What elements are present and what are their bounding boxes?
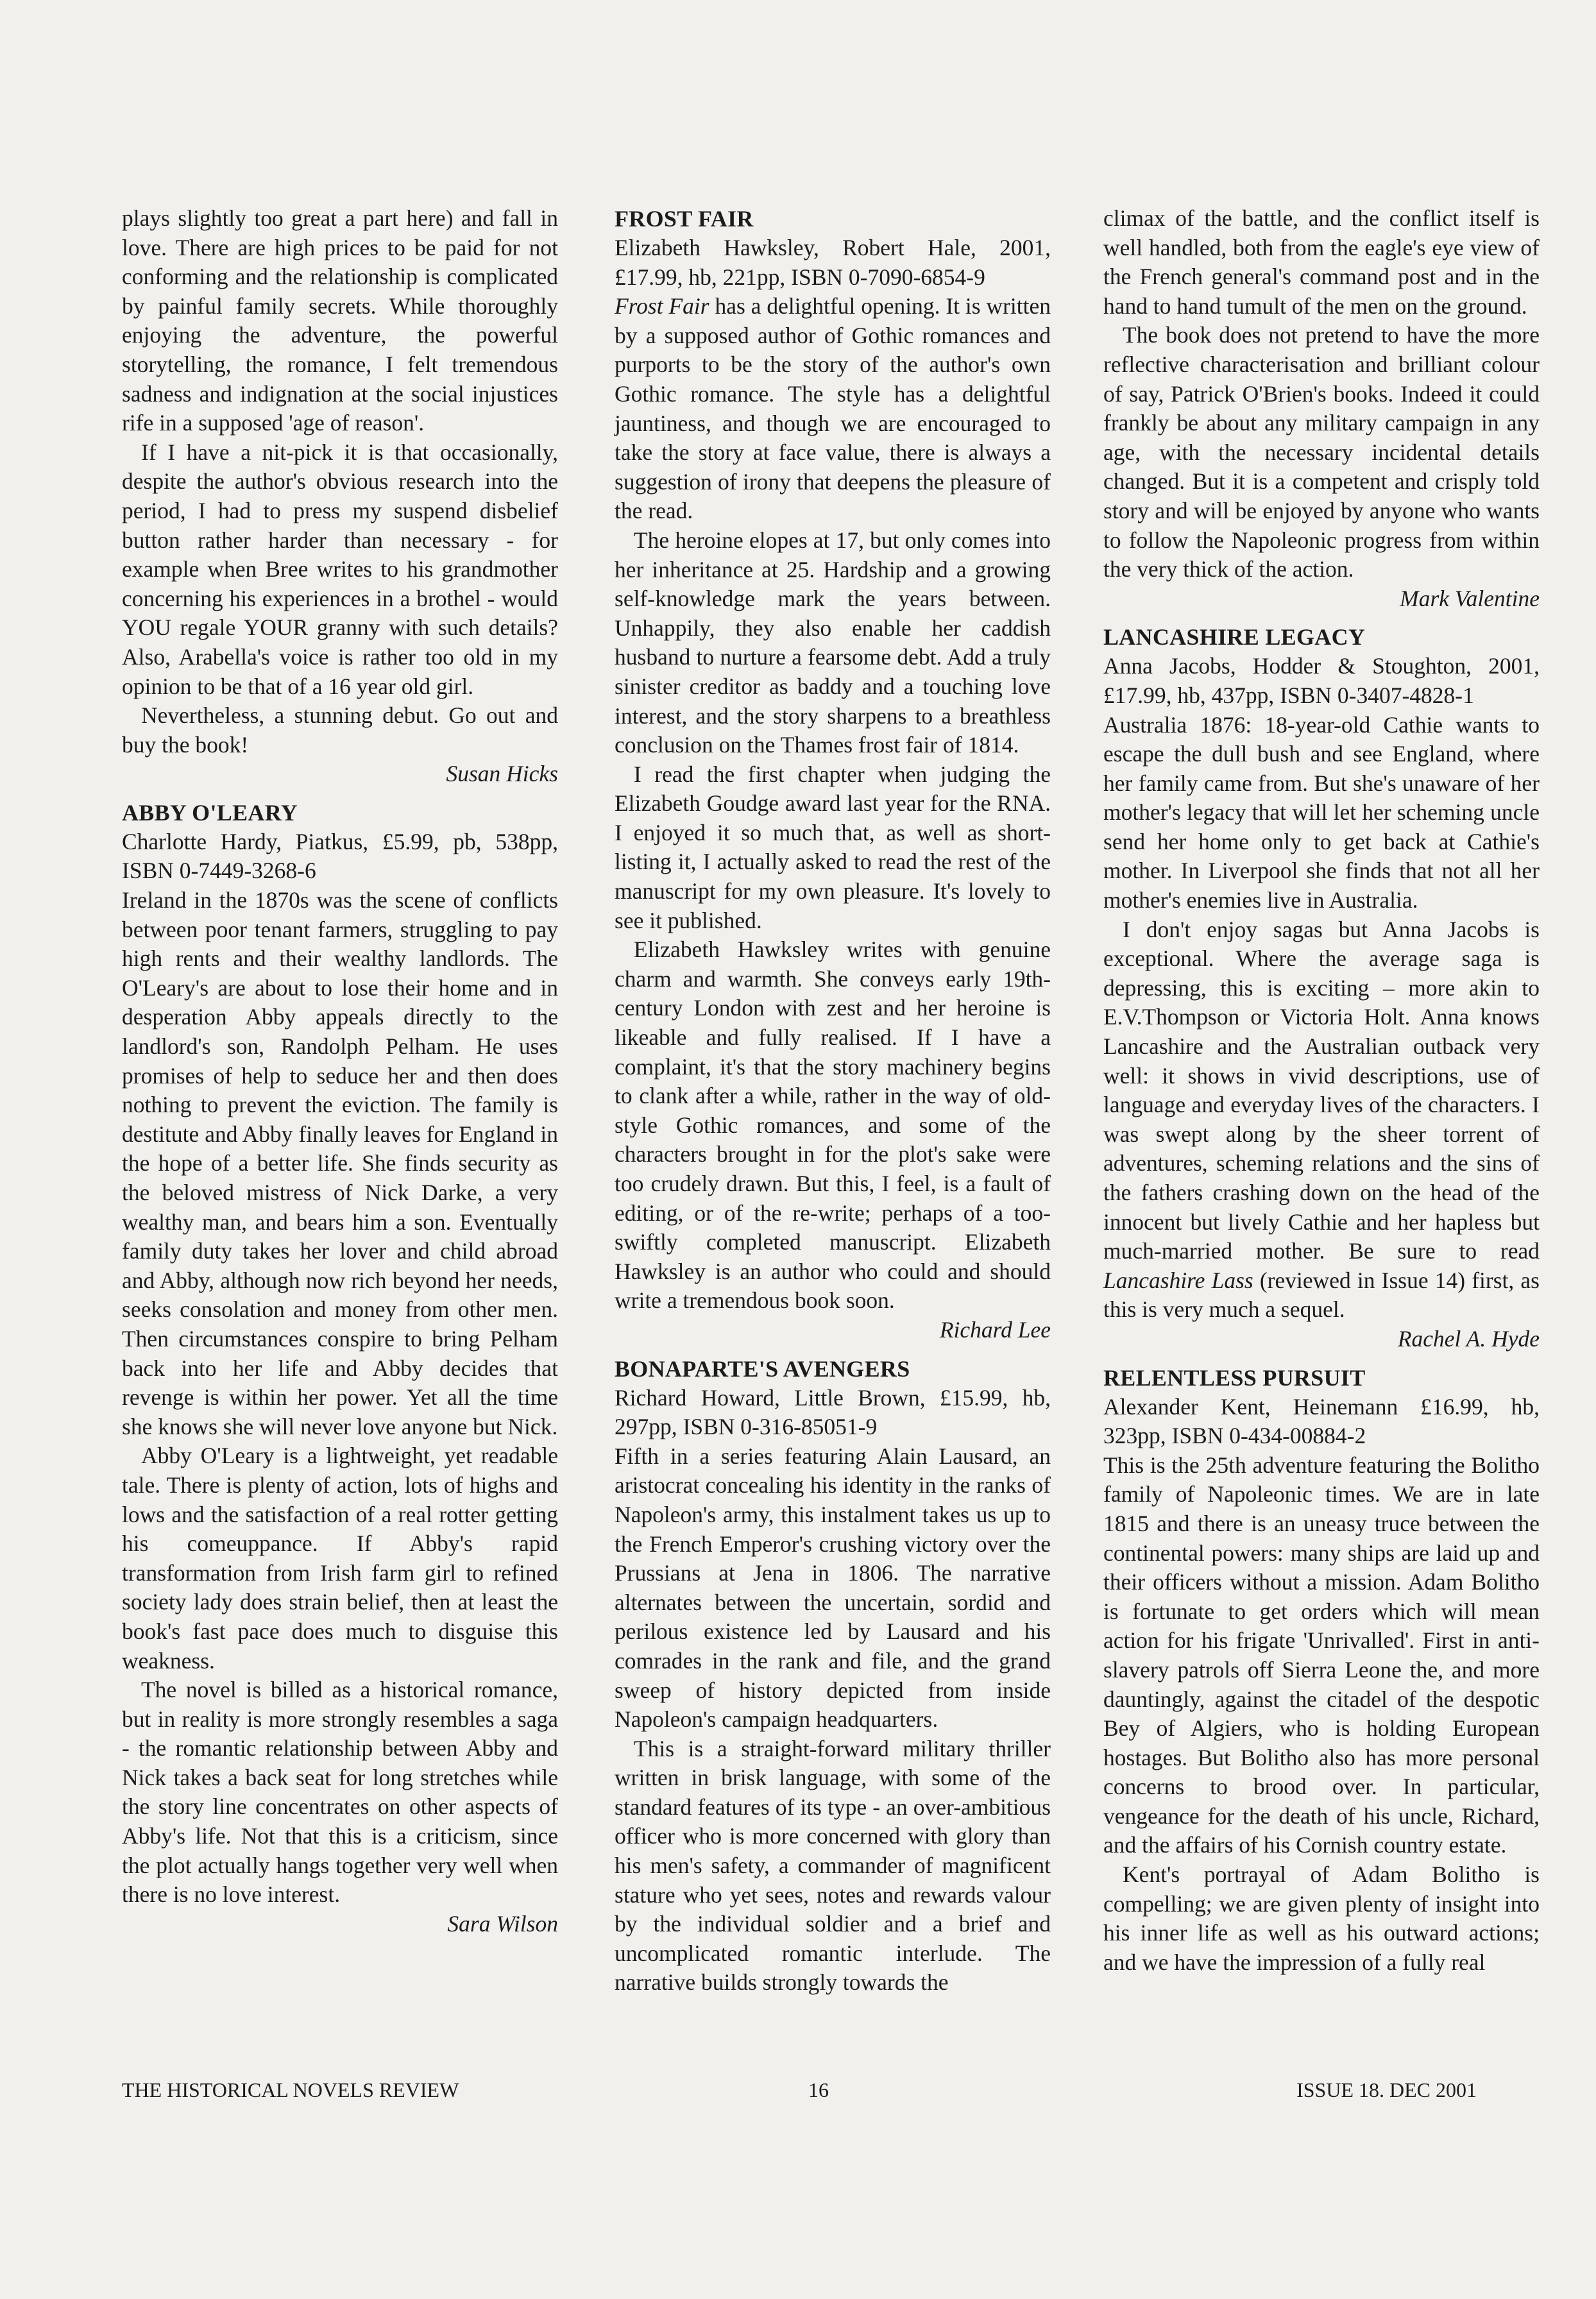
paragraph-text: Elizabeth Hawksley writes with genuine charm and warmth. She conveys early 19th-century London with zest and her heroine is likeable and fully realised. If I have a complaint, it's that the story machinery begins to clank after a while, rather in the way of old-style Gothic romances, and some of the characters brought in for the plot's sake were too crudely drawn. But this, I feel, is a fault of editing, or of the re-write; perhaps of a too-swiftly completed manuscript. Elizabeth Hawksley is an author who could and should write a tremendous book soon.	[615, 937, 1051, 1314]
reviewer-signature: Richard Lee	[939, 1316, 1051, 1343]
reviewer-signature: Mark Valentine	[1400, 585, 1540, 611]
paragraph	[1103, 1860, 1540, 1977]
book-details: Charlotte Hardy, Piatkus, £5.99, pb, 538pp, ISBN 0-7449-3268-6	[122, 828, 558, 884]
page-footer	[122, 2074, 1477, 2105]
book-details: Richard Howard, Little Brown, £15.99, hb, 297pp, ISBN 0-316-85051-9	[615, 1384, 1051, 1440]
footer-publication-title: THE HISTORICAL NOVELS REVIEW	[122, 2078, 459, 2101]
paragraph	[122, 701, 558, 759]
paragraph	[122, 886, 558, 1441]
paragraph-text: The book does not pretend to have the more reflective characterisation and brilliant colour of say, Patrick O'Brien's books. Indeed it could frankly be about any military campaign in any age, with the necessary incidental details changed. But it is a competent and crisply told story and will be enjoyed by anyone who wants to follow the Napoleonic progress from within the very thick of the action.	[1103, 322, 1540, 582]
paragraph-text: Australia 1876: 18-year-old Cathie wants to escape the dull bush and see England, where her family came from. But she's unaware of her mother's legacy that will let her scheming uncle send her home only to get back at Cathie's mother. In Liverpool she finds that not all her mother's enemies live in Australia.	[1103, 711, 1540, 913]
paragraph	[1103, 711, 1540, 915]
paragraph-text: climax of the battle, and the conflict itself is well handled, both from the eagle's eye view of the French general's command post and in the hand to hand tumult of the men on the ground.	[1103, 205, 1540, 319]
column-right	[1103, 204, 1540, 1977]
footer-issue: ISSUE 18. DEC 2001	[1296, 2078, 1477, 2101]
review-title: BONAPARTE'S AVENGERS	[615, 1355, 910, 1382]
book-title-italic: Lancashire Lass	[1103, 1267, 1253, 1293]
paragraph-text: The novel is billed as a historical romance, but in reality is more strongly resembles a saga - the romantic relationship between Abby and Nick takes a back seat for long stretches while the story line concentrates on other aspects of Abby's life. Not that this is a criticism, since the plot actually hangs together very well when there is no love interest.	[122, 1677, 558, 1908]
book-details: Elizabeth Hawksley, Robert Hale, 2001, £17.99, hb, 221pp, ISBN 0-7090-6854-9	[615, 235, 1051, 290]
column-middle	[615, 204, 1051, 1998]
paragraph-text: Kent's portrayal of Adam Bolitho is compelling; we are given plenty of insight into his inner life as well as his outward actions; and we have the impression of a fully real	[1103, 1862, 1540, 1975]
reviewer-signature: Sara Wilson	[447, 1910, 558, 1937]
paragraph-text: has a delightful opening. It is written by a supposed author of Gothic romances and purports to be the story of the author's own Gothic romance. The style has a delightful jauntiness, and though we are encouraged to take the story at face value, there is always a suggestion of irony that deepens the pleasure of the read.	[615, 293, 1051, 524]
paragraph-text: This is the 25th adventure featuring the Bolitho family of Napoleonic times. We are in late 1815 and there is an uneasy truce between the continental powers: many ships are laid up and their officers without a mission. Adam Bolitho is fortunate to get orders which will mean action for his frigate 'Unrivalled'. First in anti-slavery patrols off Sierra Leone the, and more dauntingly, against the citadel of the despotic Bey of Algiers, who is holding European hostages. But Bolitho also has more personal concerns to brood over. In particular, vengeance for the death of his uncle, Richard, and the affairs of his Cornish country estate.	[1103, 1452, 1540, 1858]
paragraph	[122, 438, 558, 701]
paragraph	[1103, 321, 1540, 584]
reviewer-signature: Rachel A. Hyde	[1397, 1325, 1540, 1352]
reviewer-signature: Susan Hicks	[446, 761, 558, 787]
paragraph-text: If I have a nit-pick it is that occasionally, despite the author's obvious research into the period, I had to press my suspend disbelief button rather harder than necessary - for example when Bree writes to his grandmother concerning his experiences in a brothel - would YOU regale YOUR granny with such details? Also, Arabella's voice is rather too old in my opinion to be that of a 16 year old girl.	[122, 439, 558, 699]
paragraph	[615, 935, 1051, 1316]
paragraph-text: plays slightly too great a part here) and fall in love. There are high prices to be paid for not conforming and the relationship is complicated by painful family secrets. While thoroughly enjoying the adventure, the powerful storytelling, the romance, I felt tremendous sadness and indignation at the social injustices rife in a supposed 'age of reason'.	[122, 205, 558, 436]
paragraph-text: Fifth in a series featuring Alain Lausard, an aristocrat concealing his identity in the ranks of Napoleon's army, this instalment takes us up to the French Emperor's crushing victory over the Prussians at Jena in 1806. The narrative alternates between the uncertain, sordid and perilous existence led by Lausard and his comrades in the rank and file, and the grand sweep of history depicted from inside Napoleon's campaign headquarters.	[615, 1443, 1051, 1733]
paragraph-text: Abby O'Leary is a lightweight, yet readable tale. There is plenty of action, lots of highs and lows and the satisfaction of a real rotter getting his comeuppance. If Abby's rapid transformation from Irish farm girl to refined society lady does strain belief, then at least the book's fast pace does much to disguise this weakness.	[122, 1443, 558, 1674]
paragraph	[1103, 915, 1540, 1325]
paragraph	[615, 1442, 1051, 1735]
book-details: Anna Jacobs, Hodder & Stoughton, 2001, £17.99, hb, 437pp, ISBN 0-3407-4828-1	[1103, 653, 1540, 708]
paragraph	[615, 526, 1051, 760]
paragraph	[122, 1441, 558, 1675]
paragraph	[615, 1735, 1051, 1998]
book-details: Alexander Kent, Heinemann £16.99, hb, 323pp, ISBN 0-434-00884-2	[1103, 1393, 1540, 1449]
review-title: FROST FAIR	[615, 206, 754, 232]
paragraph-text: I read the first chapter when judging the Elizabeth Goudge award last year for the RNA. I enjoyed it so much that, as well as short-listing it, I actually asked to read the rest of the manuscript for my own pleasure. It's lovely to see it published.	[615, 761, 1051, 933]
paragraph	[615, 760, 1051, 936]
paragraph-text: This is a straight-forward military thriller written in brisk language, with some of the standard features of its type - an over-ambitious officer who is more concerned with glory than his men's safety, a commander of magnificent stature who yet sees, notes and rewards valour by the individual soldier and a brief and uncomplicated romantic interlude. The narrative builds strongly towards the	[615, 1735, 1051, 1996]
paragraph	[122, 1675, 558, 1910]
paragraph-text: (reviewed in Issue 14) first, as this is very much a sequel.	[1103, 1267, 1540, 1323]
book-title-italic: Frost Fair	[615, 293, 709, 319]
column-left	[122, 204, 558, 1938]
paragraph-text: Nevertheless, a stunning debut. Go out and buy the book!	[122, 702, 558, 758]
review-title: LANCASHIRE LEGACY	[1103, 624, 1366, 650]
paragraph-text: The heroine elopes at 17, but only comes into her inheritance at 25. Hardship and a growing self-knowledge mark the years between. Unhappily, they also enable her caddish husband to nurture a fearsome debt. Add a truly sinister creditor as baddy and a touching love interest, and the story sharpens to a breathless conclusion on the Thames frost fair of 1814.	[615, 527, 1051, 758]
paragraph	[615, 292, 1051, 526]
footer-page-number: 16	[808, 2078, 829, 2101]
paragraph-text: Ireland in the 1870s was the scene of conflicts between poor tenant farmers, struggling to pay high rents and their wealthy landlords. The O'Leary's are about to lose their home and in desperation Abby appeals directly to the landlord's son, Randolph Pelham. He uses promises of help to seduce her and then does nothing to prevent the eviction. The family is destitute and Abby finally leaves for England in the hope of a better life. She finds security as the beloved mistress of Nick Darke, a very wealthy man, and bears him a son. Eventually family duty takes her lover and child abroad and Abby, although now rich beyond her needs, seeks consolation and money from other men. Then circumstances conspire to bring Pelham back into her life and Abby decides that revenge is within her power. Yet all the time she knows she will never love anyone but Nick.	[122, 887, 558, 1439]
paragraph-text: I don't enjoy sagas but Anna Jacobs is exceptional. Where the average saga is depressing, this is exciting – more akin to E.V.Thompson or Victoria Holt. Anna knows Lancashire and the Australian outback very well: it shows in vivid descriptions, use of language and everyday lives of the characters. I was swept along by the sheer torrent of adventures, scheming relations and the sins of the fathers crashing down on the head of the innocent but lively Cathie and her hapless but much-married mother. Be sure to read	[1103, 916, 1540, 1264]
paragraph	[1103, 204, 1540, 321]
review-title: RELENTLESS PURSUIT	[1103, 1364, 1366, 1391]
review-title: ABBY O'LEARY	[122, 799, 298, 826]
paragraph	[1103, 1451, 1540, 1860]
paragraph	[122, 204, 558, 438]
